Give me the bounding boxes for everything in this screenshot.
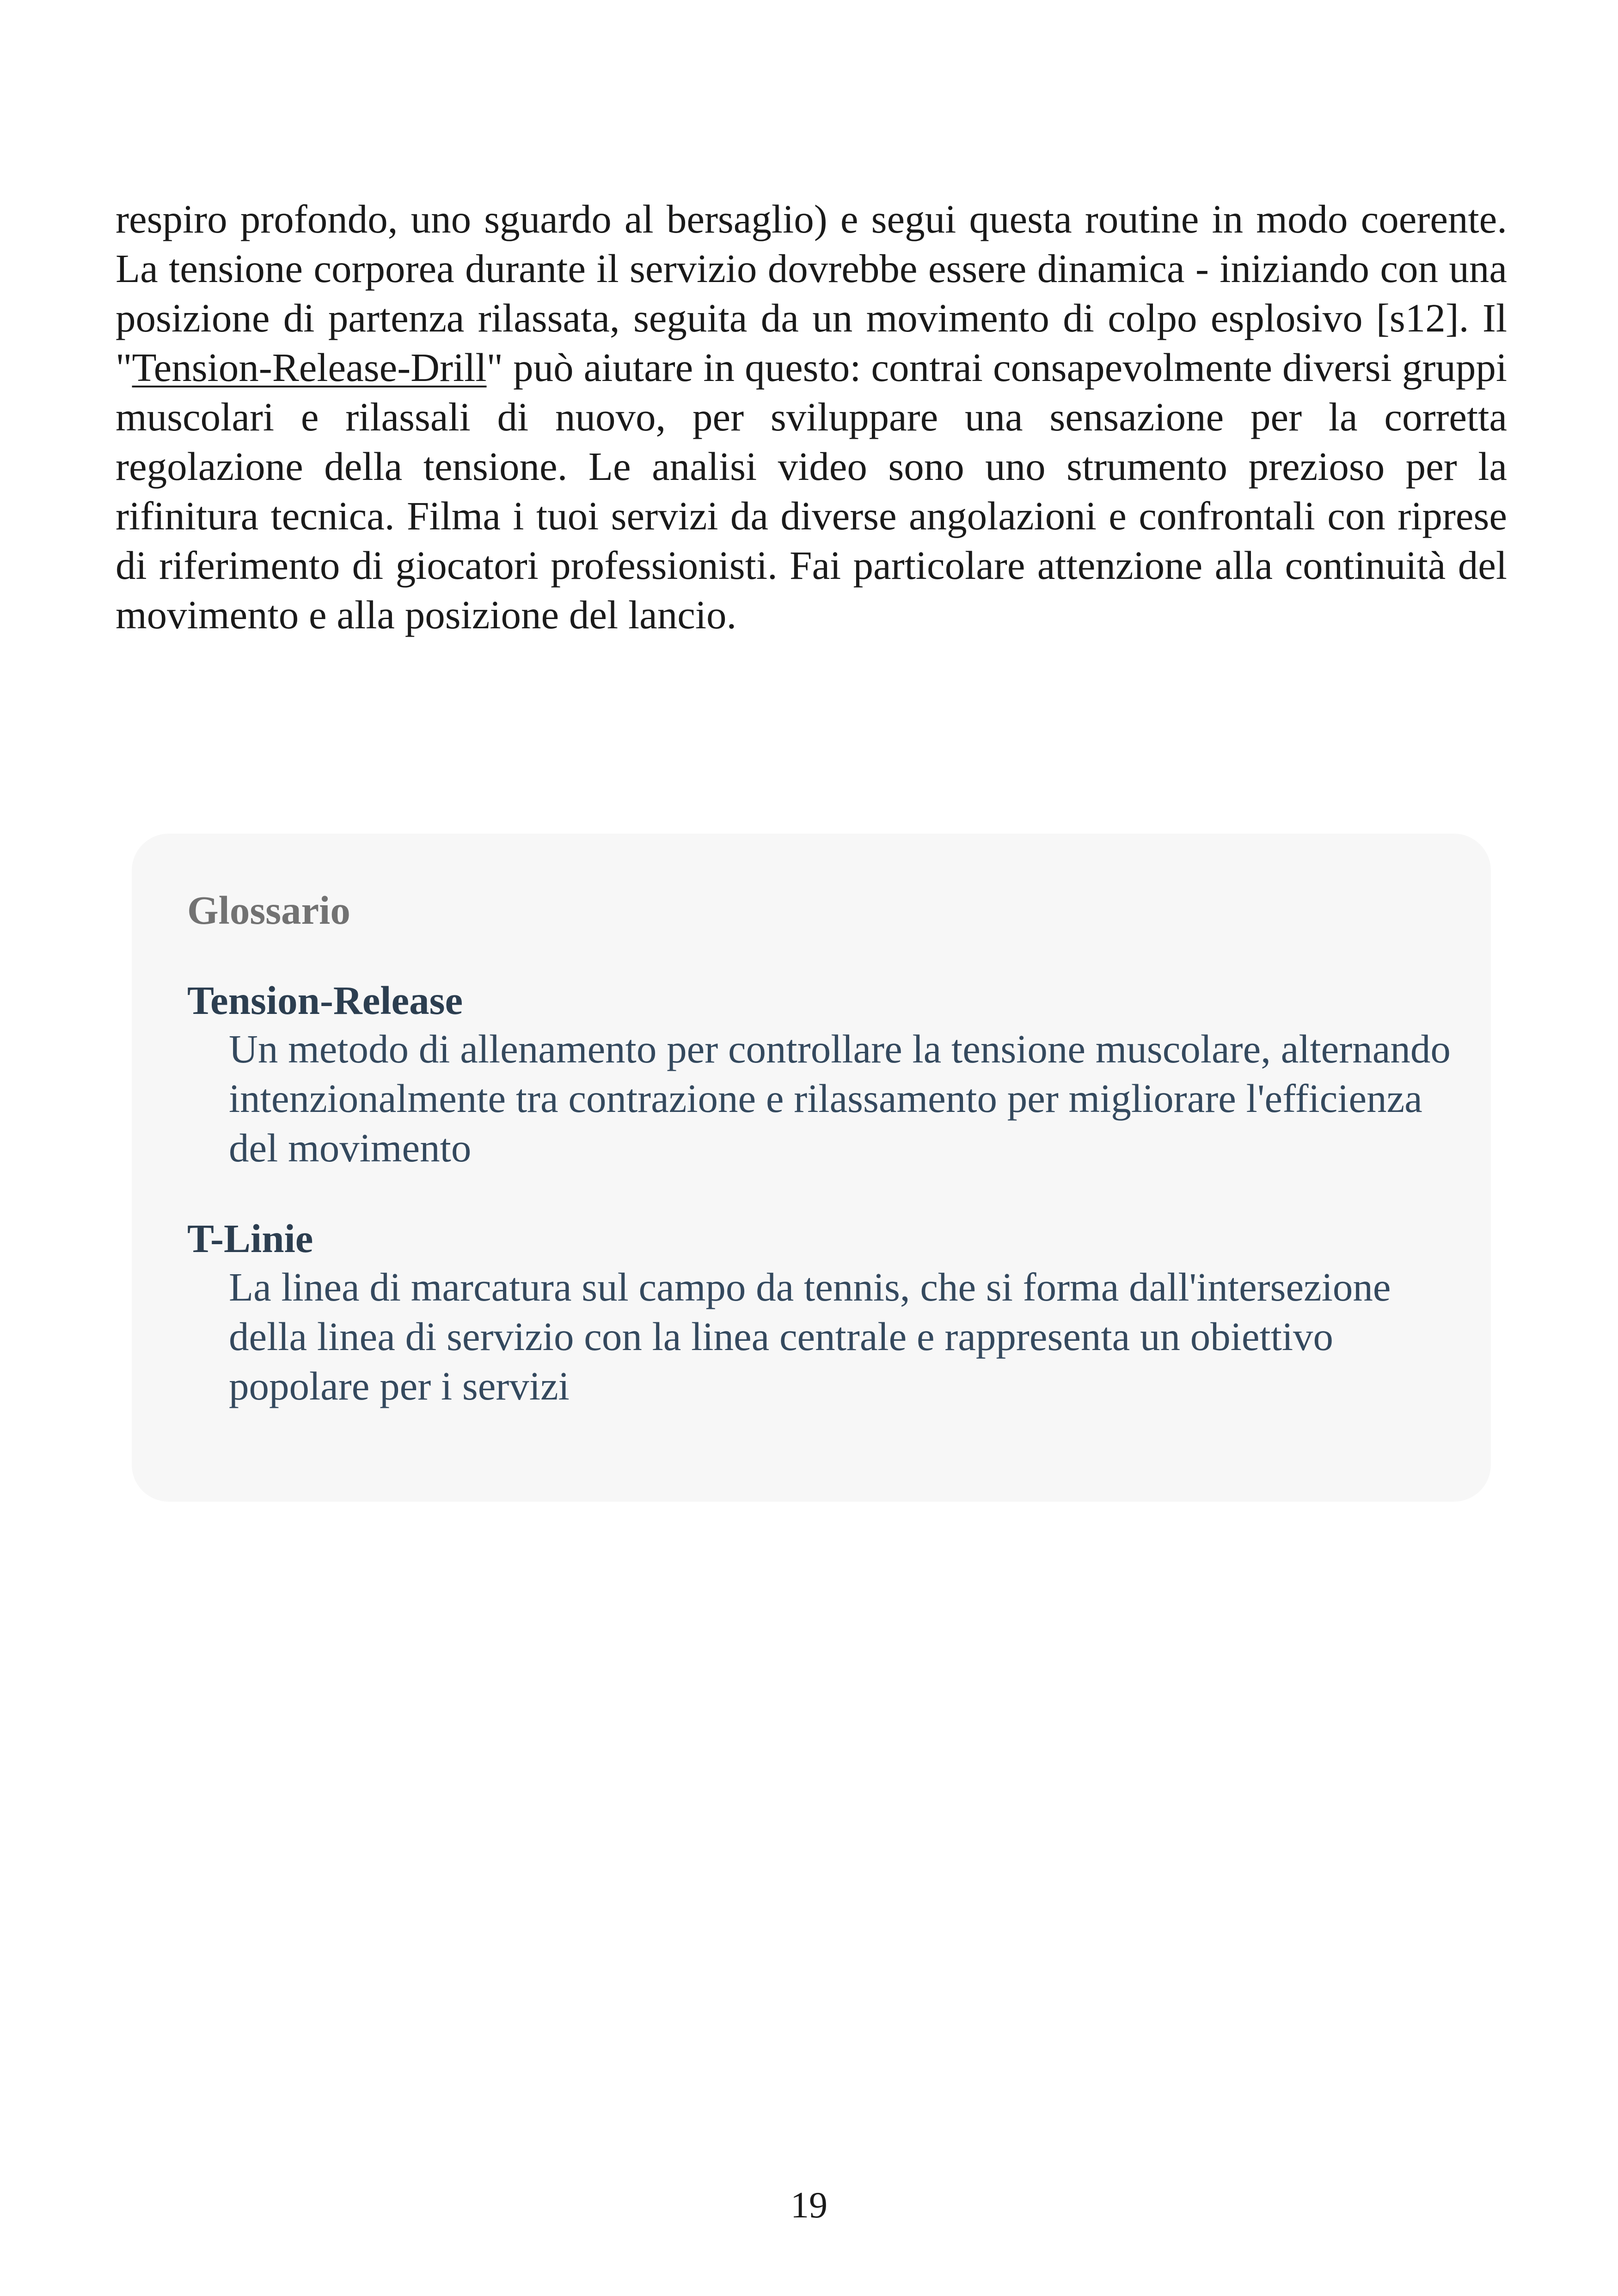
tension-release-drill-link[interactable]: Tension-Release-Drill	[132, 345, 487, 390]
paragraph-text-start: respiro profondo, uno sguardo al bersaglio) e segui questa routine in modo coerente. La tensione corporea durante il servizio dovrebbe essere dinamica - iniziando con una posizione di partenza rilassata, seguita da un movimento di colpo esplosivo [s12]. Il "	[116, 196, 1507, 390]
glossary-definition-tension-release: Un metodo di allenamento per controllare la tensione muscolare, alternando intenzionalmente tra contrazione e rilassamento per migliorare l'efficienza del movimento	[229, 1026, 1451, 1170]
body-paragraph	[116, 194, 1507, 639]
page-number: 19	[791, 2185, 827, 2226]
glossary-term-t-linie: T-Linie	[187, 1216, 313, 1261]
glossary-title: Glossario	[187, 888, 350, 933]
glossary-term-tension-release: Tension-Release	[187, 978, 463, 1023]
glossary-definition-t-linie: La linea di marcatura sul campo da tennis, che si forma dall'intersezione della linea di servizio con la linea centrale e rappresenta un obiettivo popolare per i servizi	[229, 1265, 1391, 1408]
paragraph-text-end: " può aiutare in questo: contrai consapevolmente diversi gruppi muscolari e rilassali di nuovo, per sviluppare una sensazione per la corretta regolazione della tensione. Le analisi video sono uno strumento prezioso per la rifinitura tecnica. Filma i tuoi servizi da diverse angolazioni e confrontali con riprese di riferimento di giocatori professionisti. Fai particolare attenzione alla continuità del movimento e alla posizione del lancio.	[116, 345, 1507, 637]
glossary-box	[132, 834, 1491, 1502]
